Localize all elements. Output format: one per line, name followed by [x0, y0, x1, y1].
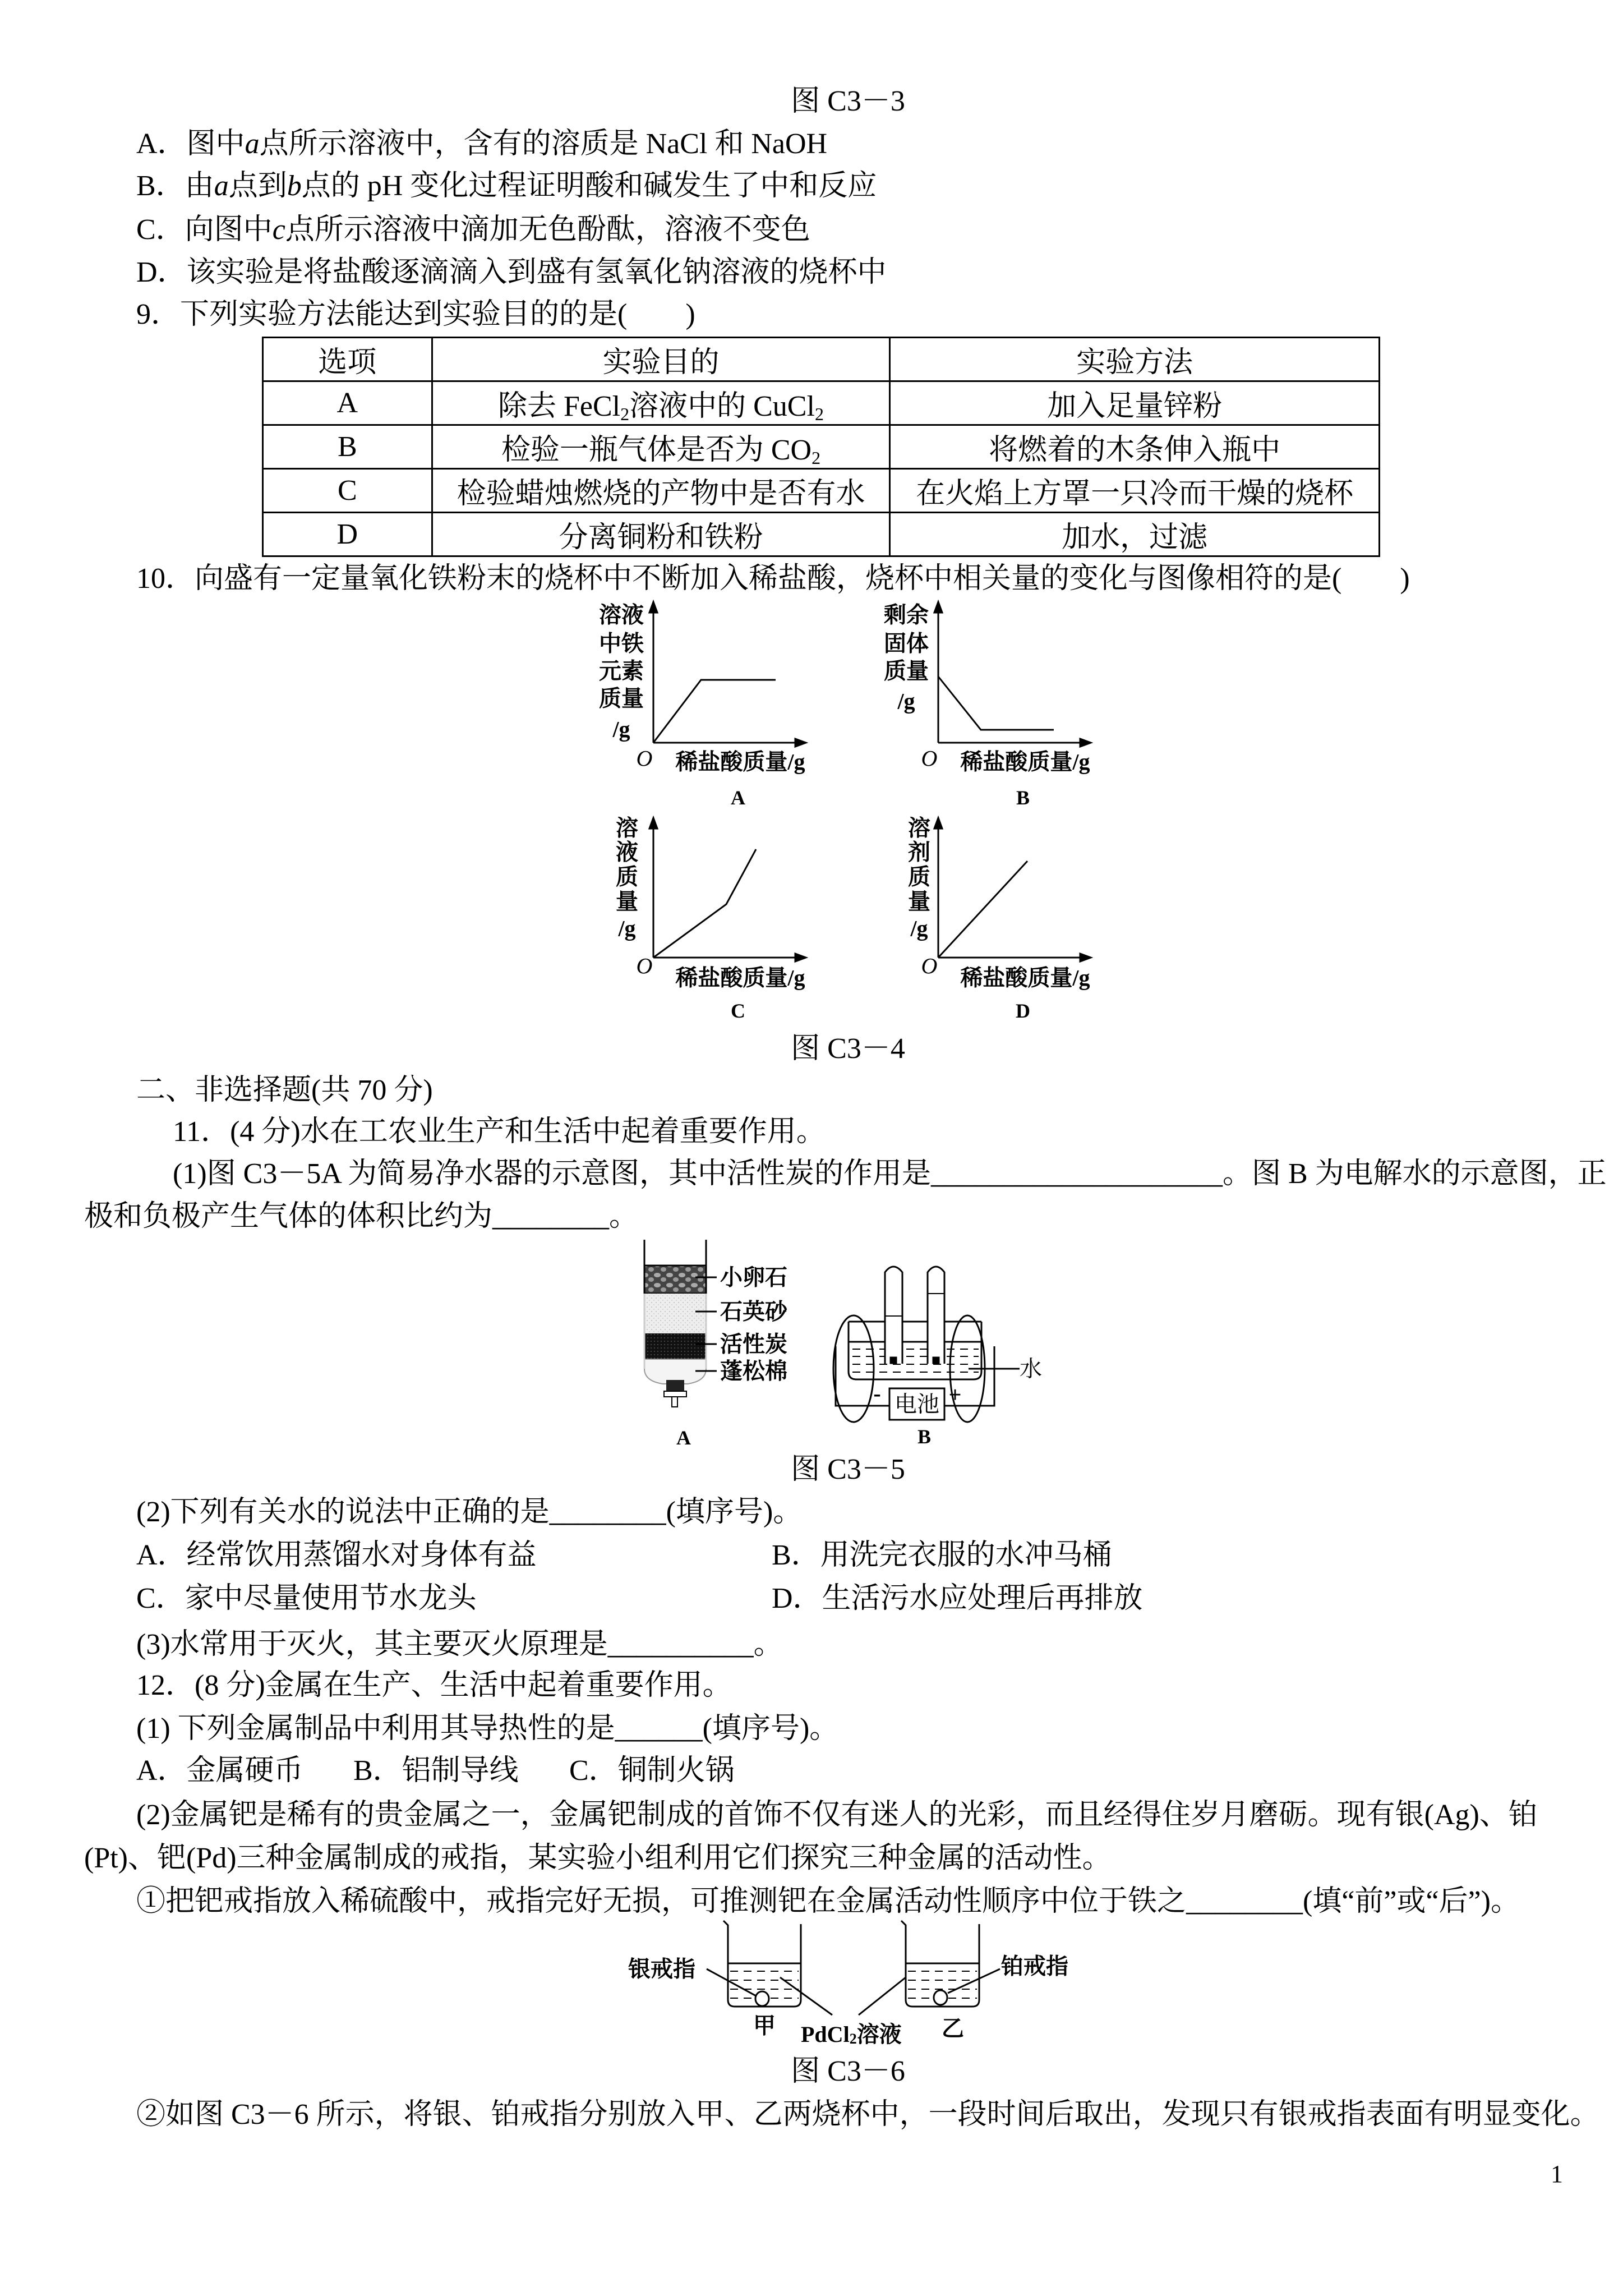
option-text: 点到: [228, 170, 287, 202]
goal-text: 除去 FeCl: [497, 390, 621, 422]
cell-method: 在火焰上方罩一只冷而干燥的烧杯: [890, 469, 1380, 513]
y-label: 剂: [908, 839, 930, 865]
y-label: 溶液: [599, 602, 644, 628]
arrow-icon: [795, 954, 806, 961]
y-label: 质: [908, 864, 930, 890]
chart-c-labels: [616, 816, 805, 1023]
y-label: /g: [897, 688, 915, 714]
y-label: 中铁: [599, 631, 644, 656]
option-text: 点所示溶液中，含有的溶质是 NaCl 和 NaOH: [259, 128, 828, 160]
y-label: 量: [908, 889, 930, 914]
chart-letter: C: [731, 1000, 745, 1022]
chart-letter: A: [731, 786, 745, 809]
chart-line: [938, 677, 1054, 730]
water-filter-diagram: [644, 1240, 788, 1449]
platinum-ring-label: 铂戒指: [1001, 1953, 1068, 1979]
cell-option: D: [263, 513, 432, 556]
cell-goal: 分离铜粉和铁粉: [432, 513, 890, 556]
option-text: 点的 pH 变化过程证明酸和碱发生了中和反应: [301, 170, 877, 202]
figure-letter: B: [917, 1425, 932, 1448]
figure-caption-c3-3: 图 C3－3: [791, 85, 905, 117]
chart-c: [649, 818, 806, 961]
x-label: 稀盐酸质量/g: [675, 965, 805, 991]
point-a: a: [245, 128, 260, 160]
pebble-layer: [644, 1266, 706, 1294]
arrow-icon: [795, 739, 806, 747]
q8-option-d: D．该实验是将盐酸逐滴滴入到盛有氢氧化钠溶液的烧杯中: [136, 256, 887, 288]
x-label: 稀盐酸质量/g: [960, 749, 1090, 775]
q12-step1: ①把钯戒指放入稀硫酸中，戒指完好无损，可推测钯在金属活动性顺序中位于铁之________(填“前”或“后”)。: [136, 1885, 1520, 1917]
sand-layer: [644, 1294, 706, 1333]
q11-option-d: D．生活污水应处理后再排放: [772, 1582, 1143, 1614]
subscript: 2: [811, 448, 821, 468]
chart-letter: D: [1016, 1000, 1030, 1022]
label-activated-carbon: 活性炭: [720, 1331, 787, 1357]
goal-text: 检验一瓶气体是否为 CO: [501, 434, 812, 466]
label-part: 溶液: [856, 2021, 902, 2047]
header-method: 实验方法: [890, 338, 1380, 381]
chart-a-labels: [599, 602, 805, 809]
positive-terminal-label: +: [948, 1382, 962, 1407]
subscript: 2: [814, 404, 824, 424]
cell-goal: 检验蜡烛燃烧的产物中是否有水: [432, 469, 890, 513]
figure-caption-c3-6: 图 C3－6: [791, 2055, 905, 2087]
header-goal: 实验目的: [432, 338, 890, 381]
y-label: /g: [612, 716, 630, 742]
y-label: 质: [616, 864, 638, 890]
q11-option-a: A．经常饮用蒸馏水对身体有益: [136, 1539, 537, 1571]
q11-part1-line1: (1)图 C3－5A 为简易净水器的示意图，其中活性炭的作用是____________________。图 B 为电解水的示意图，正: [173, 1158, 1607, 1190]
y-label: 元素: [599, 658, 644, 684]
battery-label: 电池: [895, 1391, 939, 1417]
q12-part2-line1: (2)金属钯是稀有的贵金属之一，金属钯制成的首饰不仅有迷人的光彩，而且经得住岁月磨砺。现有银(Ag)、铂: [136, 1799, 1538, 1831]
chart-b: [934, 602, 1091, 747]
chart-b-labels: [884, 602, 1090, 809]
platinum-ring: [934, 1990, 947, 2005]
q12-stem: 12．(8 分)金属在生产、生活中起着重要作用。: [136, 1669, 732, 1701]
cell-method: 加入足量锌粉: [890, 381, 1380, 425]
water-label: 水: [1020, 1356, 1042, 1382]
x-label: 稀盐酸质量/g: [960, 965, 1090, 991]
q11-option-c: C．家中尽量使用节水龙头: [136, 1582, 477, 1614]
q11-stem: 11．(4 分)水在工农业生产和生活中起着重要作用。: [173, 1116, 826, 1148]
chart-a: [649, 602, 806, 747]
label-quartz-sand: 石英砂: [720, 1299, 787, 1324]
arrow-icon: [934, 818, 942, 829]
origin-label: O: [921, 953, 938, 979]
q12-step2: ②如图 C3－6 所示，将银、铂戒指分别放入甲、乙两烧杯中，一段时间后取出，发现只有银戒指表面有明显变化。: [136, 2099, 1599, 2131]
option-text: A．图中: [136, 128, 245, 160]
cell-option: A: [263, 381, 432, 425]
q12-part1: (1) 下列金属制品中利用其导热性的是______(填序号)。: [136, 1713, 839, 1745]
figure-letter: A: [676, 1427, 691, 1449]
q10-stem: 10．向盛有一定量氧化铁粉末的烧杯中不断加入稀盐酸，烧杯中相关量的变化与图像相符的是( ): [136, 563, 1410, 595]
beaker-yi-label: 乙: [942, 2016, 964, 2041]
trough: [849, 1322, 981, 1379]
chart-line: [938, 861, 1027, 958]
y-label: 剩余: [884, 602, 929, 628]
arrow-icon: [1080, 739, 1091, 747]
goal-text: 溶液中的 CuCl: [629, 390, 815, 422]
q11-option-b: B．用洗完衣服的水冲马桶: [772, 1539, 1112, 1571]
pdcl2-solution-label: [801, 2022, 902, 2047]
origin-label: O: [636, 746, 653, 771]
option-text: C．向图中: [136, 214, 273, 246]
page-number: 1: [1551, 2160, 1563, 2188]
chart-d: [934, 818, 1091, 961]
cell-method: 加水，过滤: [890, 513, 1380, 556]
cell-option: B: [263, 425, 432, 469]
carbon-layer: [644, 1333, 706, 1359]
figure-caption-c3-5: 图 C3－5: [791, 1453, 905, 1485]
q12-part2-line2: (Pt)、钯(Pd)三种金属制成的戒指，某实验小组利用它们探究三种金属的活动性。: [84, 1842, 1112, 1874]
point-a: a: [214, 170, 229, 202]
y-label: 溶: [908, 815, 930, 841]
silver-ring-label: 银戒指: [628, 1956, 695, 1982]
y-label: /g: [910, 915, 928, 941]
y-label: 质量: [599, 685, 644, 711]
chart-line: [653, 680, 776, 743]
figure-caption-c3-4: 图 C3－4: [791, 1033, 905, 1065]
q12-option-c: C．铜制火锅: [569, 1755, 735, 1787]
beaker-jia: [723, 1921, 801, 2007]
option-text: B．由: [136, 170, 214, 202]
label-part: PdCl: [801, 2021, 850, 2047]
header-option: 选项: [263, 338, 432, 381]
test-tube-left: [885, 1267, 902, 1364]
section-heading: 二、非选择题(共 70 分): [136, 1074, 433, 1106]
chart-line: [653, 849, 756, 958]
arrow-icon: [649, 602, 657, 613]
point-b: b: [287, 170, 302, 202]
chart-d-labels: [908, 816, 1090, 1023]
nozzle: [666, 1380, 684, 1392]
subscript: 2: [620, 404, 630, 424]
q12-option-b: B．铝制导线: [353, 1755, 519, 1787]
label-cotton: 蓬松棉: [720, 1358, 787, 1384]
test-tube-right: [928, 1267, 944, 1364]
cell-method: 将燃着的木条伸入瓶中: [890, 425, 1380, 469]
beaker-jia-label: 甲: [753, 2013, 776, 2039]
y-label: /g: [618, 915, 636, 941]
arrow-icon: [649, 818, 657, 829]
leader-lines: [707, 1969, 1000, 2015]
x-label: 稀盐酸质量/g: [675, 749, 805, 775]
y-label: 固体: [884, 631, 929, 656]
option-text: 点所示溶液中滴加无色酚酞，溶液不变色: [285, 214, 810, 246]
silver-ring: [755, 1991, 769, 2006]
y-label: 液: [616, 839, 638, 865]
y-label: 量: [616, 889, 638, 914]
q9-stem: 9．下列实验方法能达到实验目的的是( ): [136, 298, 695, 330]
point-c: c: [272, 214, 285, 246]
origin-label: O: [636, 953, 653, 979]
q11-part2: (2)下列有关水的说法中正确的是________(填序号)。: [136, 1496, 803, 1528]
arrow-icon: [1080, 954, 1091, 961]
y-label: 溶: [616, 815, 638, 841]
q12-option-a: A．金属硬币: [136, 1755, 303, 1787]
beaker-yi: [901, 1921, 979, 2007]
origin-label: O: [921, 746, 938, 771]
q11-part3: (3)水常用于灭火，其主要灭火原理是__________。: [136, 1628, 783, 1660]
negative-terminal-label: -: [873, 1381, 881, 1406]
chart-letter: B: [1016, 786, 1030, 809]
arrow-icon: [934, 602, 942, 613]
cell-option: C: [263, 469, 432, 513]
y-label: 质量: [884, 658, 929, 684]
subscript: 2: [849, 2030, 857, 2047]
label-pebbles: 小卵石: [720, 1264, 787, 1290]
q11-part1-line2: 极和负极产生气体的体积比约为________。: [84, 1200, 639, 1232]
